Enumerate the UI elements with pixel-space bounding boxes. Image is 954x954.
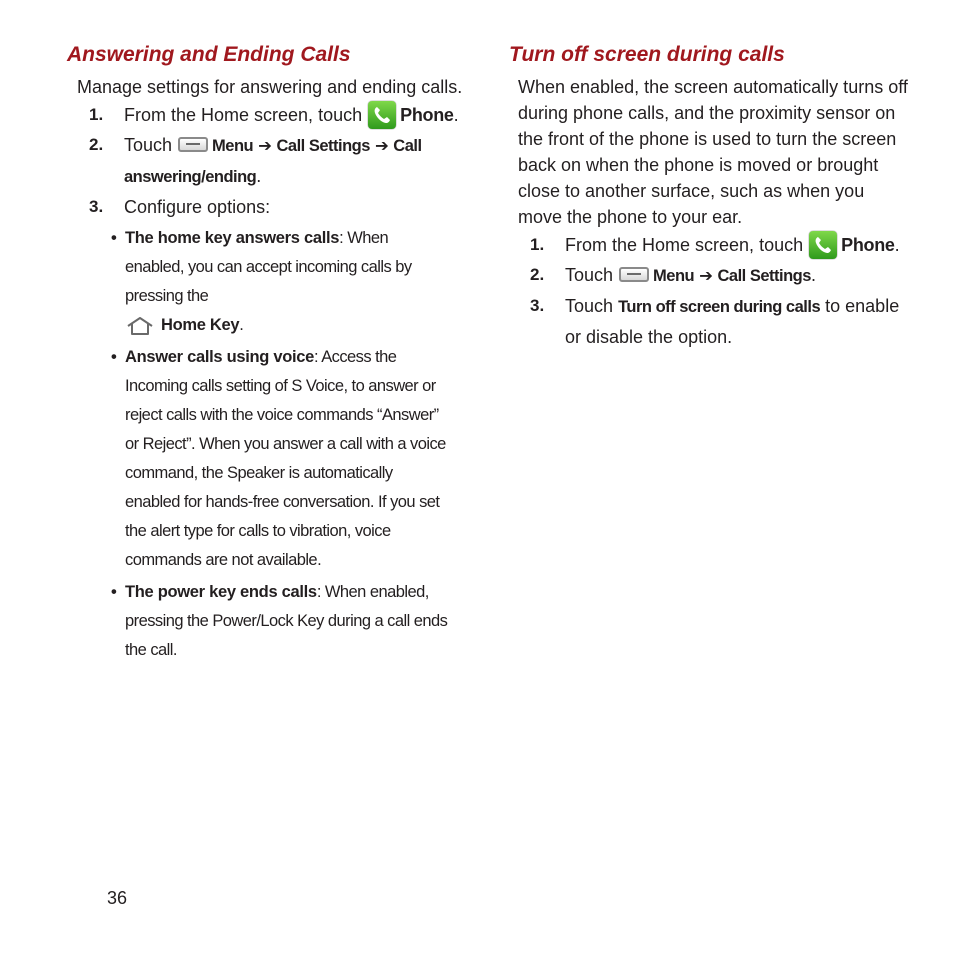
step-text: Touch [565, 265, 614, 285]
option-text: : When enabled, pressing the Power/Lock Key during a call ends the call. [125, 583, 448, 659]
menu-key-icon [619, 267, 649, 282]
step-text: From the Home screen, touch [565, 235, 804, 255]
call-answering-label: Call answering/ending [124, 137, 422, 186]
punct: . [453, 105, 459, 125]
list-item [111, 343, 450, 575]
section-heading-answering: Answering and Ending Calls [67, 43, 351, 66]
punct: . [810, 265, 816, 285]
phone-label: Phone [400, 105, 454, 125]
right-column [509, 40, 909, 352]
step-number: 2. [89, 135, 104, 154]
step-2 [530, 260, 910, 291]
section-heading-turn-off-screen: Turn off screen during calls [509, 43, 785, 66]
step-3 [89, 192, 469, 222]
step-text: Touch [124, 135, 173, 155]
step-2 [89, 130, 469, 192]
menu-label: Menu [653, 267, 695, 285]
step-number: 1. [89, 105, 104, 124]
intro-text: Manage settings for answering and ending calls. [77, 77, 463, 97]
menu-key-icon [178, 137, 208, 152]
option-title: The power key ends calls [125, 583, 317, 601]
step-text: Configure options: [124, 197, 271, 217]
arrow-icon: ➔ [374, 137, 389, 155]
phone-label: Phone [841, 235, 895, 255]
option-title: Answer calls using voice [125, 348, 315, 366]
intro-text: When enabled, the screen automatically turns off during phone calls, and the proximity sensor on the front of the phone is used to turn the screen back on when the phone is moved or brought close to another surface, such as when you move the phone to your ear. [518, 77, 908, 227]
step-number: 3. [89, 197, 104, 216]
call-settings-label: Call Settings [717, 267, 811, 285]
options-list [111, 224, 450, 665]
step-3 [530, 291, 910, 352]
bullet-icon: • [111, 348, 117, 366]
call-settings-label: Call Settings [276, 137, 370, 155]
bullet-icon: • [111, 229, 117, 247]
option-text: : Access the Incoming calls setting of S Voice, to answer or reject calls with the voice commands “Answer” or Reject”. When you answer a call with a voice command, the Speaker is automatically enabled for hands-free conversation. If you set the alert type for calls to vibration, voice commands are not available. [125, 348, 446, 569]
phone-app-icon [809, 231, 837, 259]
menu-label: Menu [212, 137, 254, 155]
page-number: 36 [107, 888, 128, 908]
punct: . [894, 235, 900, 255]
list-item [111, 224, 450, 340]
bullet-icon: • [111, 583, 117, 601]
step-number: 1. [530, 235, 545, 254]
arrow-icon: ➔ [258, 137, 272, 155]
home-key-label: Home Key [161, 316, 240, 334]
option-title: The home key answers calls [125, 229, 340, 247]
step-number: 2. [530, 265, 545, 284]
step-1 [89, 100, 469, 130]
step-text: Touch [565, 296, 614, 316]
phone-app-icon [368, 101, 396, 129]
step-text: to enable or disable the option. [565, 296, 900, 347]
home-key-icon [125, 316, 155, 336]
list-item [111, 578, 450, 665]
step-number: 3. [530, 296, 545, 315]
punct: . [239, 316, 244, 334]
step-text: From the Home screen, touch [124, 105, 363, 125]
left-column [67, 40, 467, 668]
turn-off-screen-label: Turn off screen during calls [618, 298, 821, 316]
step-1 [530, 230, 910, 260]
arrow-icon: ➔ [699, 267, 713, 285]
option-text: : When enabled, you can accept incoming calls by pressing the [125, 229, 412, 305]
punct: . [256, 166, 262, 186]
